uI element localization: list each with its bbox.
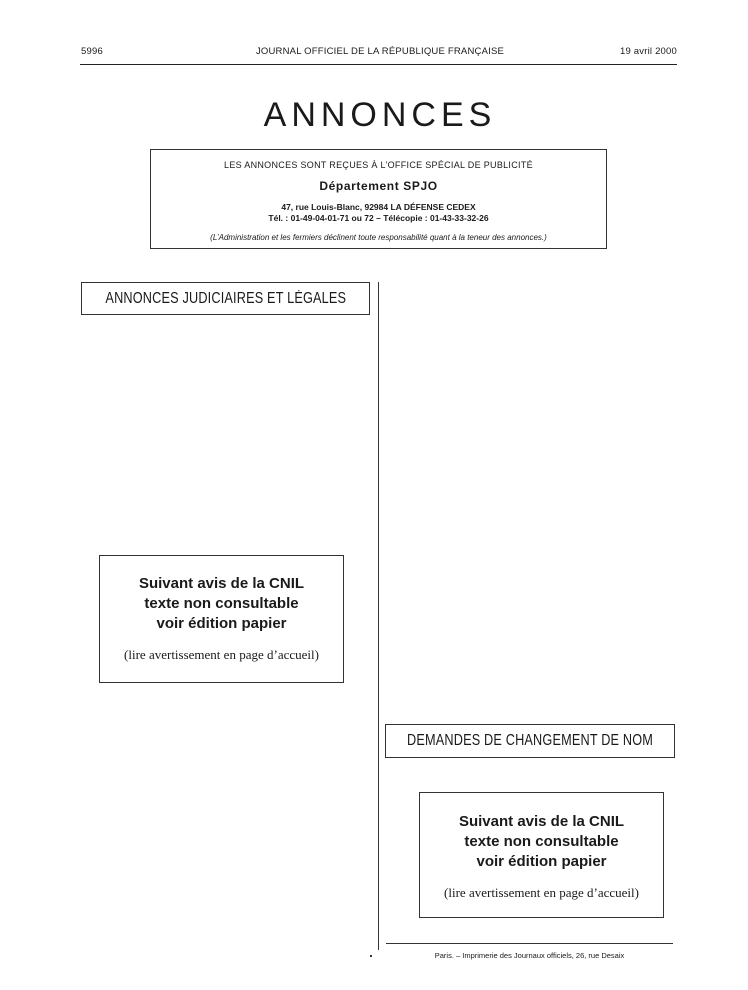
section-heading-text: DEMANDES DE CHANGEMENT DE NOM [406, 732, 654, 750]
cnil-notice-box [99, 555, 344, 683]
issue-date: 19 avril 2000 [620, 46, 677, 57]
cnil-notice-line: Suivant avis de la CNIL [458, 813, 625, 830]
cnil-notice-warning: (lire avertissement en page d’accueil) [124, 647, 319, 662]
section-heading-text: ANNONCES JUDICIAIRES ET LÉGALES [105, 289, 346, 307]
cnil-notice-line: texte non consultable [464, 833, 619, 850]
header-rule [80, 64, 677, 65]
cnil-notice-line: voir édition papier [156, 615, 287, 632]
info-line-reception: LES ANNONCES SONT REÇUES À L’OFFICE SPÉCIAL DE PUBLICITÉ [224, 160, 533, 170]
cnil-notice-line: voir édition papier [476, 853, 607, 870]
section-heading-judiciaires [81, 282, 370, 315]
column-divider [378, 282, 379, 950]
journal-title: JOURNAL OFFICIEL DE LA RÉPUBLIQUE FRANÇAISE [255, 46, 505, 57]
printer-footer: Paris. – Imprimerie des Journaux officiels, 26, rue Desaix [434, 951, 625, 960]
info-line-address: 47, rue Louis-Blanc, 92984 LA DÉFENSE CEDEX [281, 202, 476, 212]
publicity-info-box [150, 149, 607, 249]
print-mark [370, 955, 372, 957]
cnil-notice-box [419, 792, 664, 918]
page-number: 5996 [81, 46, 103, 57]
cnil-notice-line: Suivant avis de la CNIL [138, 575, 305, 592]
footer-rule [386, 943, 673, 944]
info-line-disclaimer: (L’Administration et les fermiers déclinent toute responsabilité quant à la teneur des annonces.) [210, 233, 547, 242]
info-line-phone: Tél. : 01-49-04-01-71 ou 72 – Télécopie : 01-43-33-32-26 [268, 213, 489, 223]
info-line-department: Département SPJO [319, 179, 438, 193]
cnil-notice-line: texte non consultable [144, 595, 299, 612]
cnil-notice-warning: (lire avertissement en page d’accueil) [444, 885, 639, 900]
section-heading-changement-nom [385, 724, 675, 758]
page-title: ANNONCES [263, 96, 497, 134]
